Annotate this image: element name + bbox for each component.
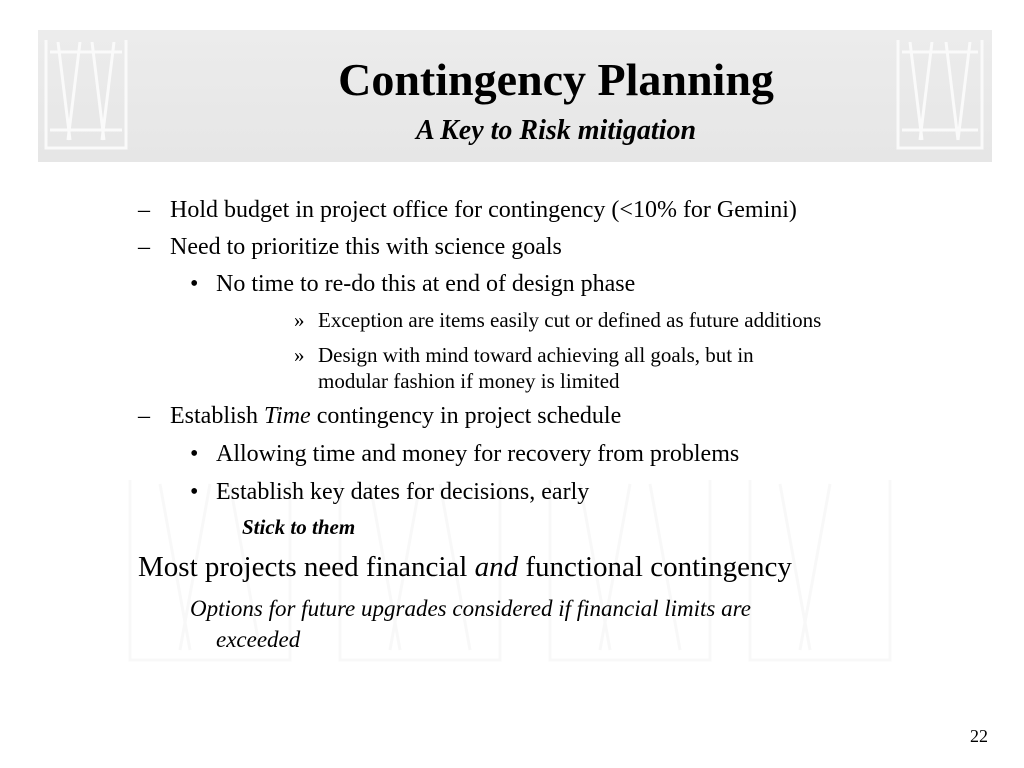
list-item	[190, 478, 589, 506]
item-text-pre: Establish	[170, 403, 264, 429]
note-line-2: exceeded	[216, 627, 301, 652]
list-item-emphasis: Stick to them	[242, 515, 356, 539]
dash-marker: –	[138, 197, 150, 223]
dash-marker: –	[138, 403, 150, 429]
left-logo-icon	[40, 30, 132, 160]
bullet-marker: •	[190, 441, 199, 467]
list-item	[190, 440, 739, 468]
slide-subtitle: A Key to Risk mitigation	[415, 115, 697, 146]
list-item	[294, 342, 754, 368]
dash-marker: –	[138, 234, 150, 260]
list-item-continuation: modular fashion if money is limited	[318, 369, 620, 393]
list-item	[294, 307, 821, 333]
item-text: Exception are items easily cut or defined as future additions	[318, 308, 822, 332]
bullet-marker: •	[190, 271, 199, 297]
main-point-em: and	[474, 551, 519, 583]
chevron-marker: »	[294, 343, 305, 367]
slide-title: Contingency Planning	[338, 54, 774, 105]
item-text-em: Time	[264, 403, 311, 429]
item-text-post: contingency in project schedule	[310, 403, 622, 429]
main-point	[138, 550, 792, 584]
item-text: Establish key dates for decisions, early	[216, 479, 590, 505]
page-number: 22	[970, 726, 988, 746]
bullet-marker: •	[190, 479, 199, 505]
item-text: No time to re-do this at end of design phase	[216, 271, 636, 297]
list-item	[138, 196, 797, 224]
item-text: Hold budget in project office for contingency (<10% for Gemini)	[170, 197, 797, 223]
list-item	[138, 402, 621, 430]
item-text: Need to prioritize this with science goals	[170, 234, 562, 260]
item-text: Allowing time and money for recovery from problems	[216, 441, 740, 467]
item-text: Design with mind toward achieving all goals, but in	[318, 343, 754, 367]
main-point-post: functional contingency	[518, 551, 792, 583]
note-line-1: Options for future upgrades considered if financial limits are	[190, 596, 751, 621]
main-point-pre: Most projects need financial	[138, 551, 475, 583]
chevron-marker: »	[294, 308, 305, 332]
list-item	[138, 233, 562, 261]
list-item	[190, 270, 635, 298]
